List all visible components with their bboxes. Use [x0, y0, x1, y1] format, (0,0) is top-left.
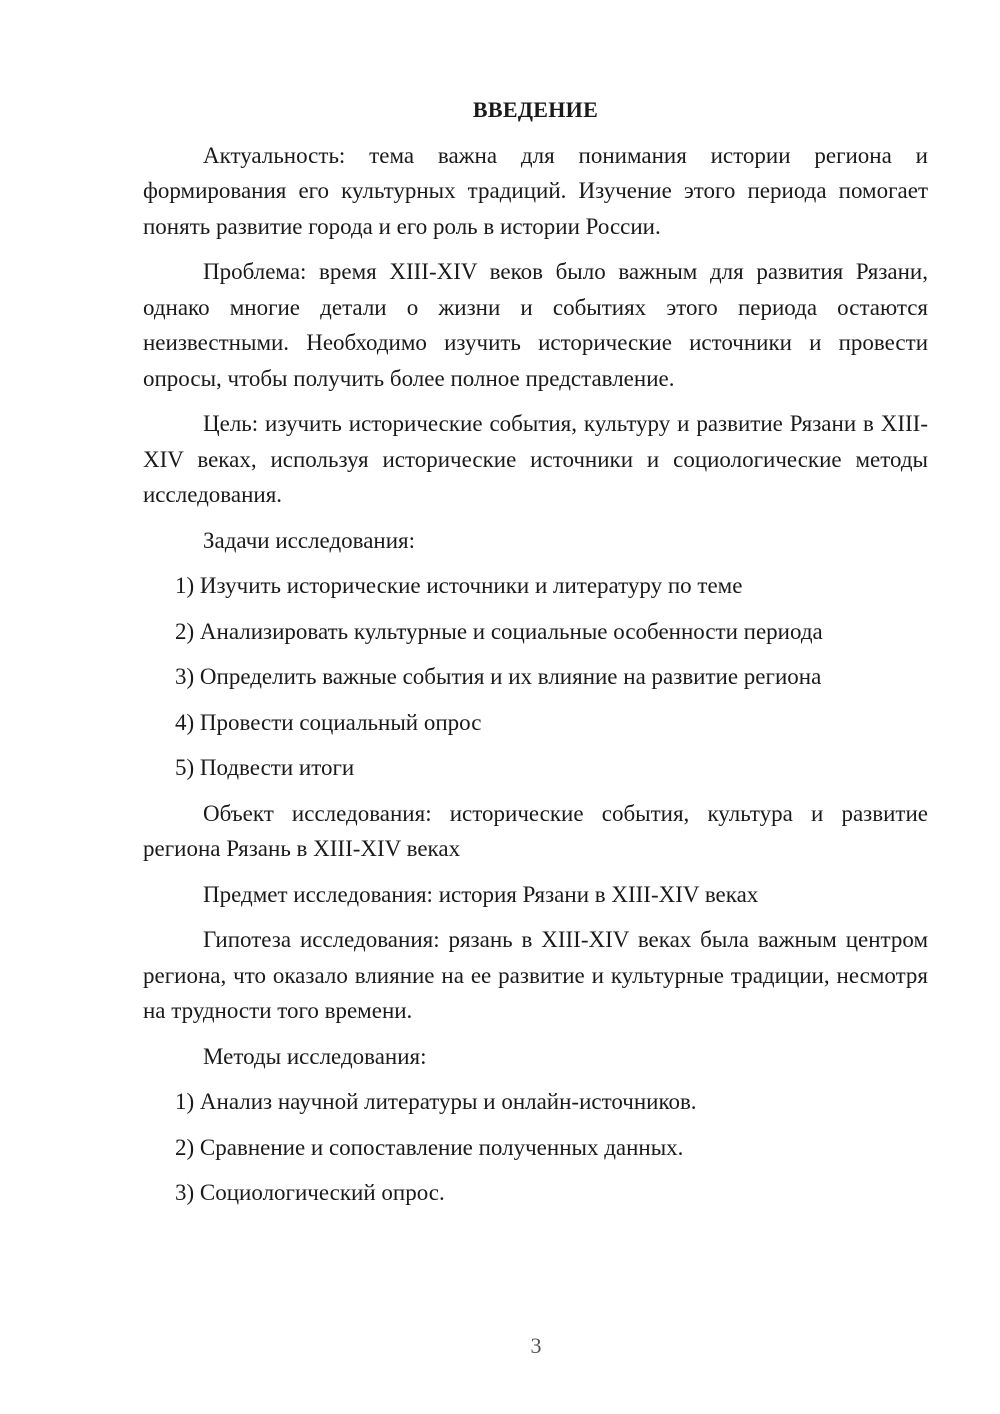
task-item: 2) Анализировать культурные и социальные особенности периода [175, 618, 823, 644]
page-number: 3 [530, 1333, 542, 1358]
section-title: ВВЕДЕНИЕ [472, 97, 599, 122]
method-item: 1) Анализ научной литературы и онлайн-источников. [175, 1089, 697, 1114]
tasks-heading: Задачи исследования: [203, 527, 416, 553]
object-paragraph: Объект исследования: исторические события, культура и развитие региона Рязань в XIII-XIV веках [143, 800, 928, 861]
subject-paragraph: Предмет исследования: история Рязани в XIII-XIV веках [203, 881, 759, 907]
page-content [143, 92, 928, 1221]
method-item: 3) Социологический опрос. [175, 1180, 445, 1205]
relevance-paragraph: Актуальность: тема важна для понимания истории региона и формирования его культурных традиций. Изучение этого периода помогает понять развитие города и его роль в истории России. [143, 142, 928, 239]
problem-paragraph: Проблема: время XIII-XIV веков было важным для развития Рязани, однако многие детали о жизни и событиях этого периода остаются неизвестными. Необходимо изучить исторические источники и провести опросы, чтобы получить более полное представление. [143, 259, 928, 391]
task-item: 3) Определить важные события и их влияние на развитие региона [175, 664, 822, 689]
goal-paragraph: Цель: изучить исторические события, культуру и развитие Рязани в XIII-XIV веках, используя исторические источники и социологические методы исследования. [143, 411, 928, 507]
method-item: 2) Сравнение и сопоставление полученных данных. [175, 1134, 684, 1160]
hypothesis-paragraph: Гипотеза исследования: рязань в XIII-XIV веках была важным центром региона, что оказало влияние на ее развитие и культурные традиции, несмотря на трудности того времени. [143, 927, 928, 1023]
task-item: 1) Изучить исторические источники и литературу по теме [175, 573, 743, 598]
task-item: 5) Подвести итоги [175, 755, 355, 780]
task-item: 4) Провести социальный опрос [175, 709, 482, 735]
methods-heading: Методы исследования: [203, 1043, 427, 1069]
